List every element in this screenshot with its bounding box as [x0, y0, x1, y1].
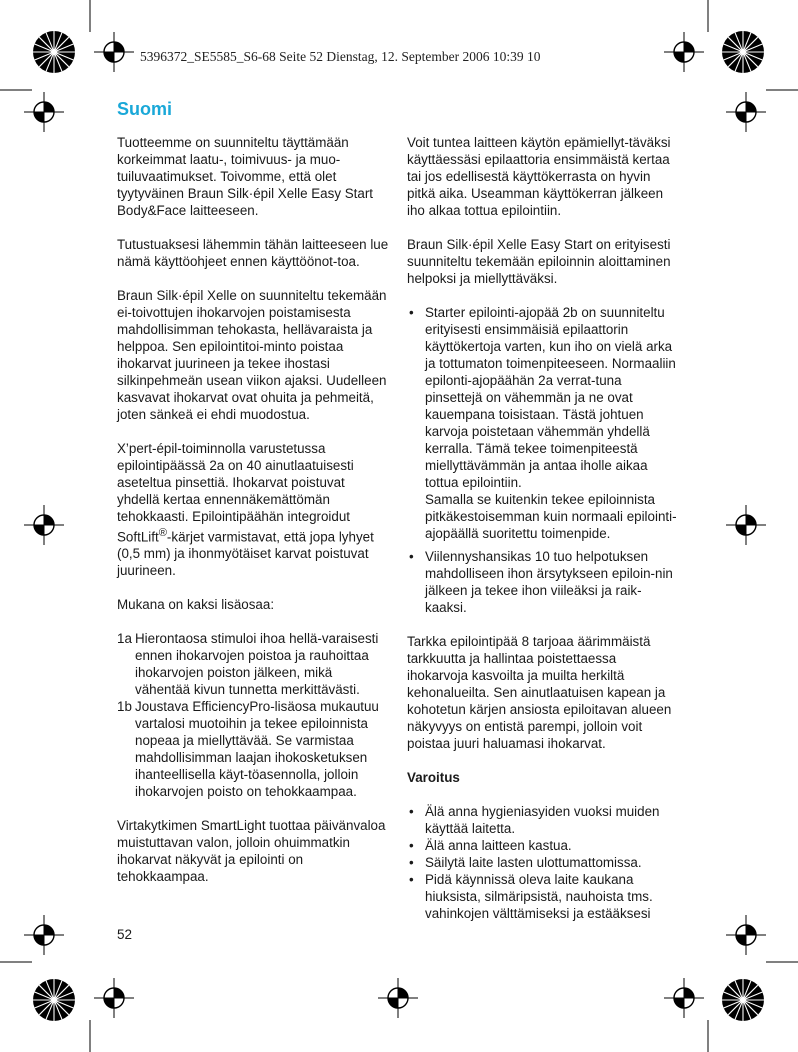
list-item: • Viilennyshansikas 10 tuo helpotuksen mahdolliseen ihon ärsytykseen epiloin-nin jälkeen ja tekee ihon viileäksi ja raik-kaaksi.: [407, 548, 679, 616]
ref-mark: 8: [521, 634, 530, 649]
attachment-item: 1a Hierontaosa stimuloi ihoa hellä-varaisesti ennen ihokarvojen poistoa ja rauhoittaa ihokarvojen poiston jälkeen, mikä vähentää kivun tunnetta merkittävästi.: [117, 631, 379, 698]
xpert-epil-paragraph: X’pert-épil-toiminnolla varustetussa epilointipäässä 2a on 40 ainutlaatuisesti aseteltua pinsettiä. Ihokarvat poistuvat yhdellä kertaa ennennäkemättömän tehokkaasti. Epilointipäähän integroidut SoftLift®-kärjet varmistavat, että jopa lyhyet (0,5 mm) ja ihonmyötäiset karvat poistuvat juurineen.: [117, 441, 374, 579]
left-column: [117, 134, 389, 885]
list-item: • Säilytä laite lasten ulottumattomissa.: [407, 854, 679, 871]
easy-start-paragraph: Braun Silk·épil Xelle Easy Start on erityisesti suunniteltu tekemään epiloinnin aloittaminen helpoksi ja miellyttäväksi.: [407, 237, 671, 286]
ref-mark: 2a: [538, 373, 554, 388]
print-info-line: 5396372_SE5585_S6-68 Seite 52 Dienstag, 12. September 2006 10:39 10: [140, 49, 541, 64]
right-column: [407, 134, 679, 922]
read-instructions-paragraph: Tutustuaksesi lähemmin tähän laitteeseen lue nämä käyttöohjeet ennen käyttöönot-toa.: [117, 237, 389, 269]
attachments-intro: Mukana on kaksi lisäosaa:: [117, 597, 275, 613]
ref-mark: 1a: [117, 631, 132, 647]
intro-paragraph: Tuotteemme on suunniteltu täyttämään korkeimmat laatu-, toimivuus- ja muo-tuiluvaatimukset. Toivomme, että olet tyytyväinen Braun Silk·épil Xelle Easy Start Body&Face laitteeseen.: [117, 135, 374, 218]
smartlight-paragraph: Virtakytkimen SmartLight tuottaa päivänvaloa muistuttavan valon, jolloin ohuimmatkin ihokarvat näkyvät ja epilointi on tehokkaampaa.: [117, 818, 386, 885]
warning-list: [407, 803, 679, 922]
attachments-section: [117, 596, 389, 800]
ref-mark: 10: [534, 549, 550, 564]
feature-list: [407, 304, 679, 616]
list-item: • Älä anna hygieniasyiden vuoksi muiden käyttää laitetta.: [407, 803, 679, 837]
ref-mark: 2b: [562, 305, 578, 320]
attachment-item: 1b Joustava EfficiencyPro-lisäosa mukautuu vartalosi muotoihin ja tekee epiloinnista nopeaa ja miellyttävää. Se varmistaa mahdollisimman laajan ihokosketuksen ihanteellisella käyt-töasennolla, jolloin ihokarvojen poisto on tehokkaampaa.: [117, 699, 379, 800]
ref-mark: 2a: [209, 458, 225, 473]
list-item: • Pidä käynnissä oleva laite kaukana hiuksista, silmäripsistä, nauhoista tms. vahinkojen välttämiseksi ja estääksesi: [407, 871, 679, 922]
warning-heading: Varoitus: [407, 770, 460, 785]
first-use-paragraph: Voit tuntea laitteen käytön epämiellyt-täväksi käyttäessäsi epilaattoria ensimmäistä kertaa tai jos edellisestä käyttökerrasta on hyvin pitkä aika. Useamman käyttökerran jälkeen iho alkaa tottua epilointiin.: [407, 135, 671, 218]
page-number: 52: [117, 927, 133, 942]
list-item: • Starter epilointi-ajopää 2b on suunniteltu erityisesti ensimmäisiä epilaattorin käyttökertoja varten, kun iho on vielä arka ja tottumaton toimenpiteeseen. Normaaliin epilonti-ajopäähän 2a verrat-tuna pinsettejä on vähemmän ja ne ovat kauempana toisistaan. Tästä johtuen karvoja poistetaan vähemmän yhdellä kerralla. Tämä tekee toimenpiteestä miellyttävämmän ja antaa iholle aikaa tottua epilointiin. Samalla se kuitenkin tekee epiloinnista pitkäkestoisemman kuin normaali epilointi-ajopäällä suoritettu toimenpide.: [407, 304, 679, 542]
page-title: Suomi: [117, 99, 173, 119]
list-item: • Älä anna laitteen kastua.: [407, 837, 679, 854]
precision-head-paragraph: Tarkka epilointipää 8 tarjoaa äärimmäistä tarkkuutta ja hallintaa poistettaessa ihokarvoja kasvoilta ja muilta herkiltä kehonalueilta. Sen ainutlaatuisen kapean ja kohotetun kärjen ansiosta epiloitavan alueen näkyvyys on entistä parempi, jolloin voit poistaa juuri haluamasi ihokarvat.: [407, 634, 672, 751]
ref-mark: 1b: [117, 699, 132, 715]
product-description-paragraph: Braun Silk·épil Xelle on suunniteltu tekemään ei-toivottujen ihokarvojen poistamisesta mahdollisimman tehokasta, hellävaraista ja helppoa. Sen epilointitoi-minto poistaa ihokarvat juurineen ja tekee ihostasi silkinpehmeän usean viikon ajaksi. Uudelleen kasvavat ihokarvat ovat ohuita ja pehmeitä, joten sänkeä ei ehdi muodostua.: [117, 288, 387, 422]
